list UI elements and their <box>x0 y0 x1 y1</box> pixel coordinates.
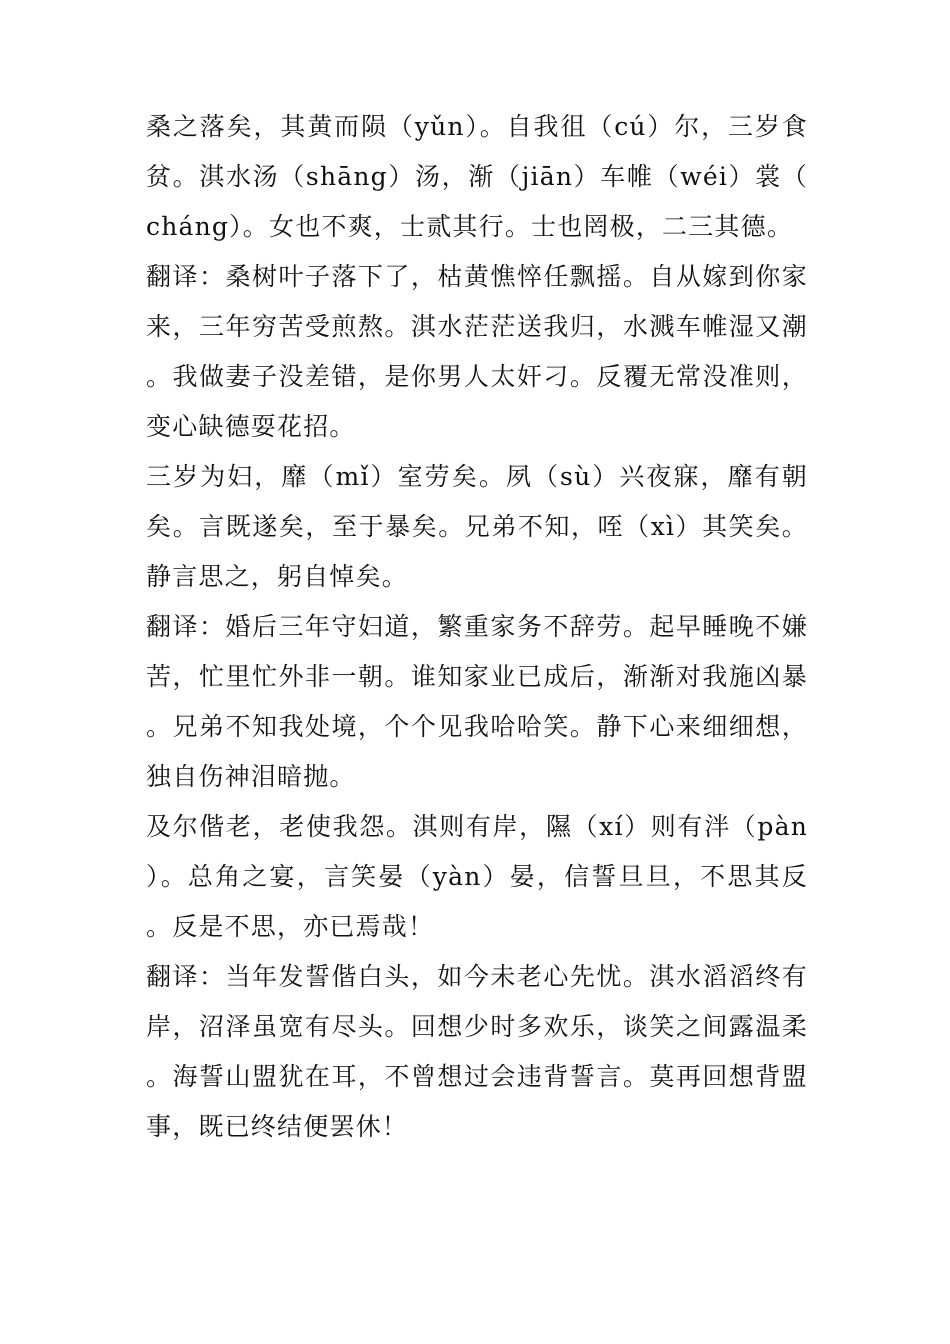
poem-stanza-3: 及尔偕老，老使我怨。淇则有岸，隰（xí）则有泮（pàn）。总角之宴，言笑晏（yàn）晏，信誓旦旦，不思其反。反是不思，亦已焉哉！ <box>146 812 808 941</box>
translation-3: 翻译：当年发誓偕白头，如今未老心先忧。淇水滔滔终有岸，沼泽虽宽有尽头。回想少时多欢乐，谈笑之间露温柔。海誓山盟犹在耳，不曾想过会违背誓言。莫再回想背盟事，既已终结便罢休！ <box>146 962 808 1141</box>
translation-1: 翻译：桑树叶子落下了，枯黄憔悴任飘摇。自从嫁到你家来，三年穷苦受煎熬。淇水茫茫送我归，水溅车帷湿又潮。我做妻子没差错，是你男人太奸刁。反覆无常没准则，变心缺德耍花招。 <box>146 262 808 441</box>
poem-stanza-2: 三岁为妇，靡（mǐ）室劳矣。夙（sù）兴夜寐，靡有朝矣。言既遂矣，至于暴矣。兄弟不知，咥（xì）其笑矣。静言思之，躬自悼矣。 <box>146 462 808 591</box>
translation-2: 翻译：婚后三年守妇道，繁重家务不辞劳。起早睡晚不嫌苦，忙里忙外非一朝。谁知家业已成后，渐渐对我施凶暴。兄弟不知我处境，个个见我哈哈笑。静下心来细细想，独自伤神泪暗抛。 <box>146 612 808 791</box>
document-page <box>146 102 808 1152</box>
poem-stanza-1: 桑之落矣，其黄而陨（yǔn）。自我徂（cú）尔，三岁食贫。淇水汤（shāng）汤，渐（jiān）车帷（wéi）裳（cháng）。女也不爽，士贰其行。士也罔极，二三其德。 <box>146 112 808 241</box>
